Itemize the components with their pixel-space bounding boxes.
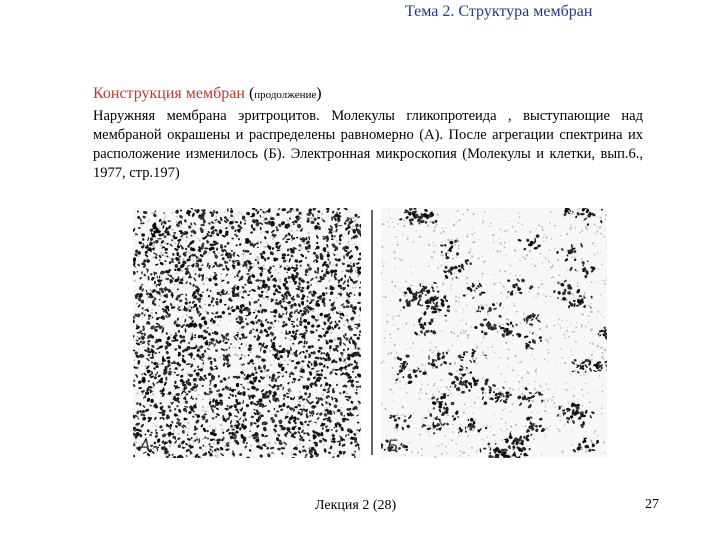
figure-separator [371, 210, 373, 455]
section-heading [93, 84, 643, 105]
panel-label-a: А [139, 436, 151, 455]
slide-title: Тема 2. Структура мембран [405, 3, 593, 20]
micrograph-b-image [381, 208, 607, 458]
panel-label-b: Б [387, 436, 399, 455]
footer-lecture: Лекция 2 (28) [315, 498, 397, 513]
figure-description: Наружняя мембрана эритроцитов. Молекулы гликопротеида , выступающие над мембраной окрашены и распределены равномерно (А). После агрегации спектрина их расположение изменилось (Б). Электронная микроскопия (Молекулы и клетки, вып.6., 1977, стр.197) [93, 108, 643, 181]
page-number: 27 [645, 497, 659, 512]
section-heading-paren-close: ) [316, 85, 322, 102]
speckle-texture [381, 208, 607, 458]
micrograph-a-image [133, 208, 361, 458]
micrograph-panel-a [133, 208, 361, 458]
section-heading-sub: продолжение [254, 89, 317, 101]
micrograph-panel-b [381, 208, 607, 458]
speckle-texture [133, 208, 361, 458]
section-heading-paren-open: ( [244, 85, 255, 102]
content-section [93, 84, 643, 183]
section-heading-main: Конструкция мембран [93, 85, 245, 102]
